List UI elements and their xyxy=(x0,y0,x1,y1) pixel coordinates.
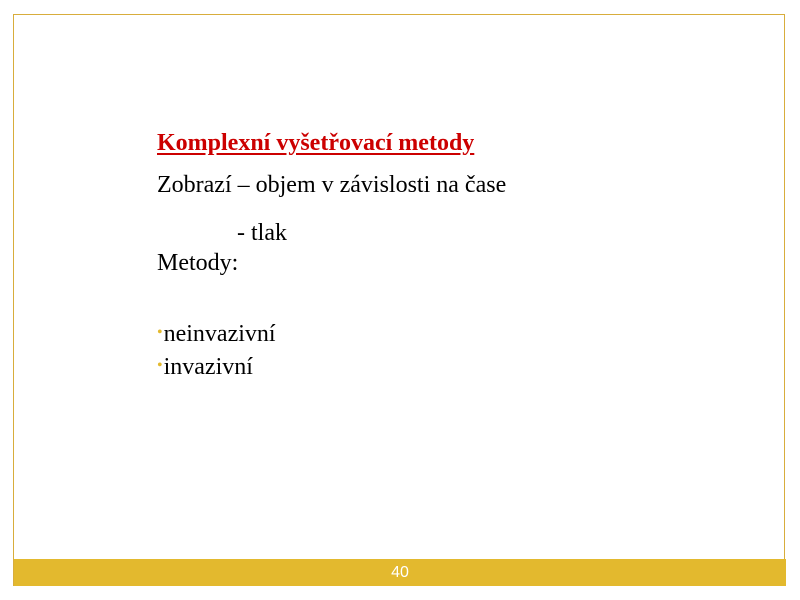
list-item xyxy=(157,350,717,383)
list-item-label: invazivní xyxy=(163,354,253,380)
slide-title: Komplexní vyšetřovací metody xyxy=(157,130,475,156)
list-item xyxy=(157,317,717,350)
bullet-list xyxy=(157,317,717,383)
bullet-icon: • xyxy=(157,357,163,374)
slide-number: 40 xyxy=(391,564,409,581)
text-line-metody: Metody: xyxy=(157,250,239,276)
list-item-label: neinvazivní xyxy=(163,321,276,347)
bullet-icon: • xyxy=(157,324,163,341)
slide-content xyxy=(157,126,717,383)
text-line-tlak: - tlak xyxy=(237,220,287,246)
text-line-zobrazi: Zobrazí – objem v závislosti na čase xyxy=(157,172,507,198)
